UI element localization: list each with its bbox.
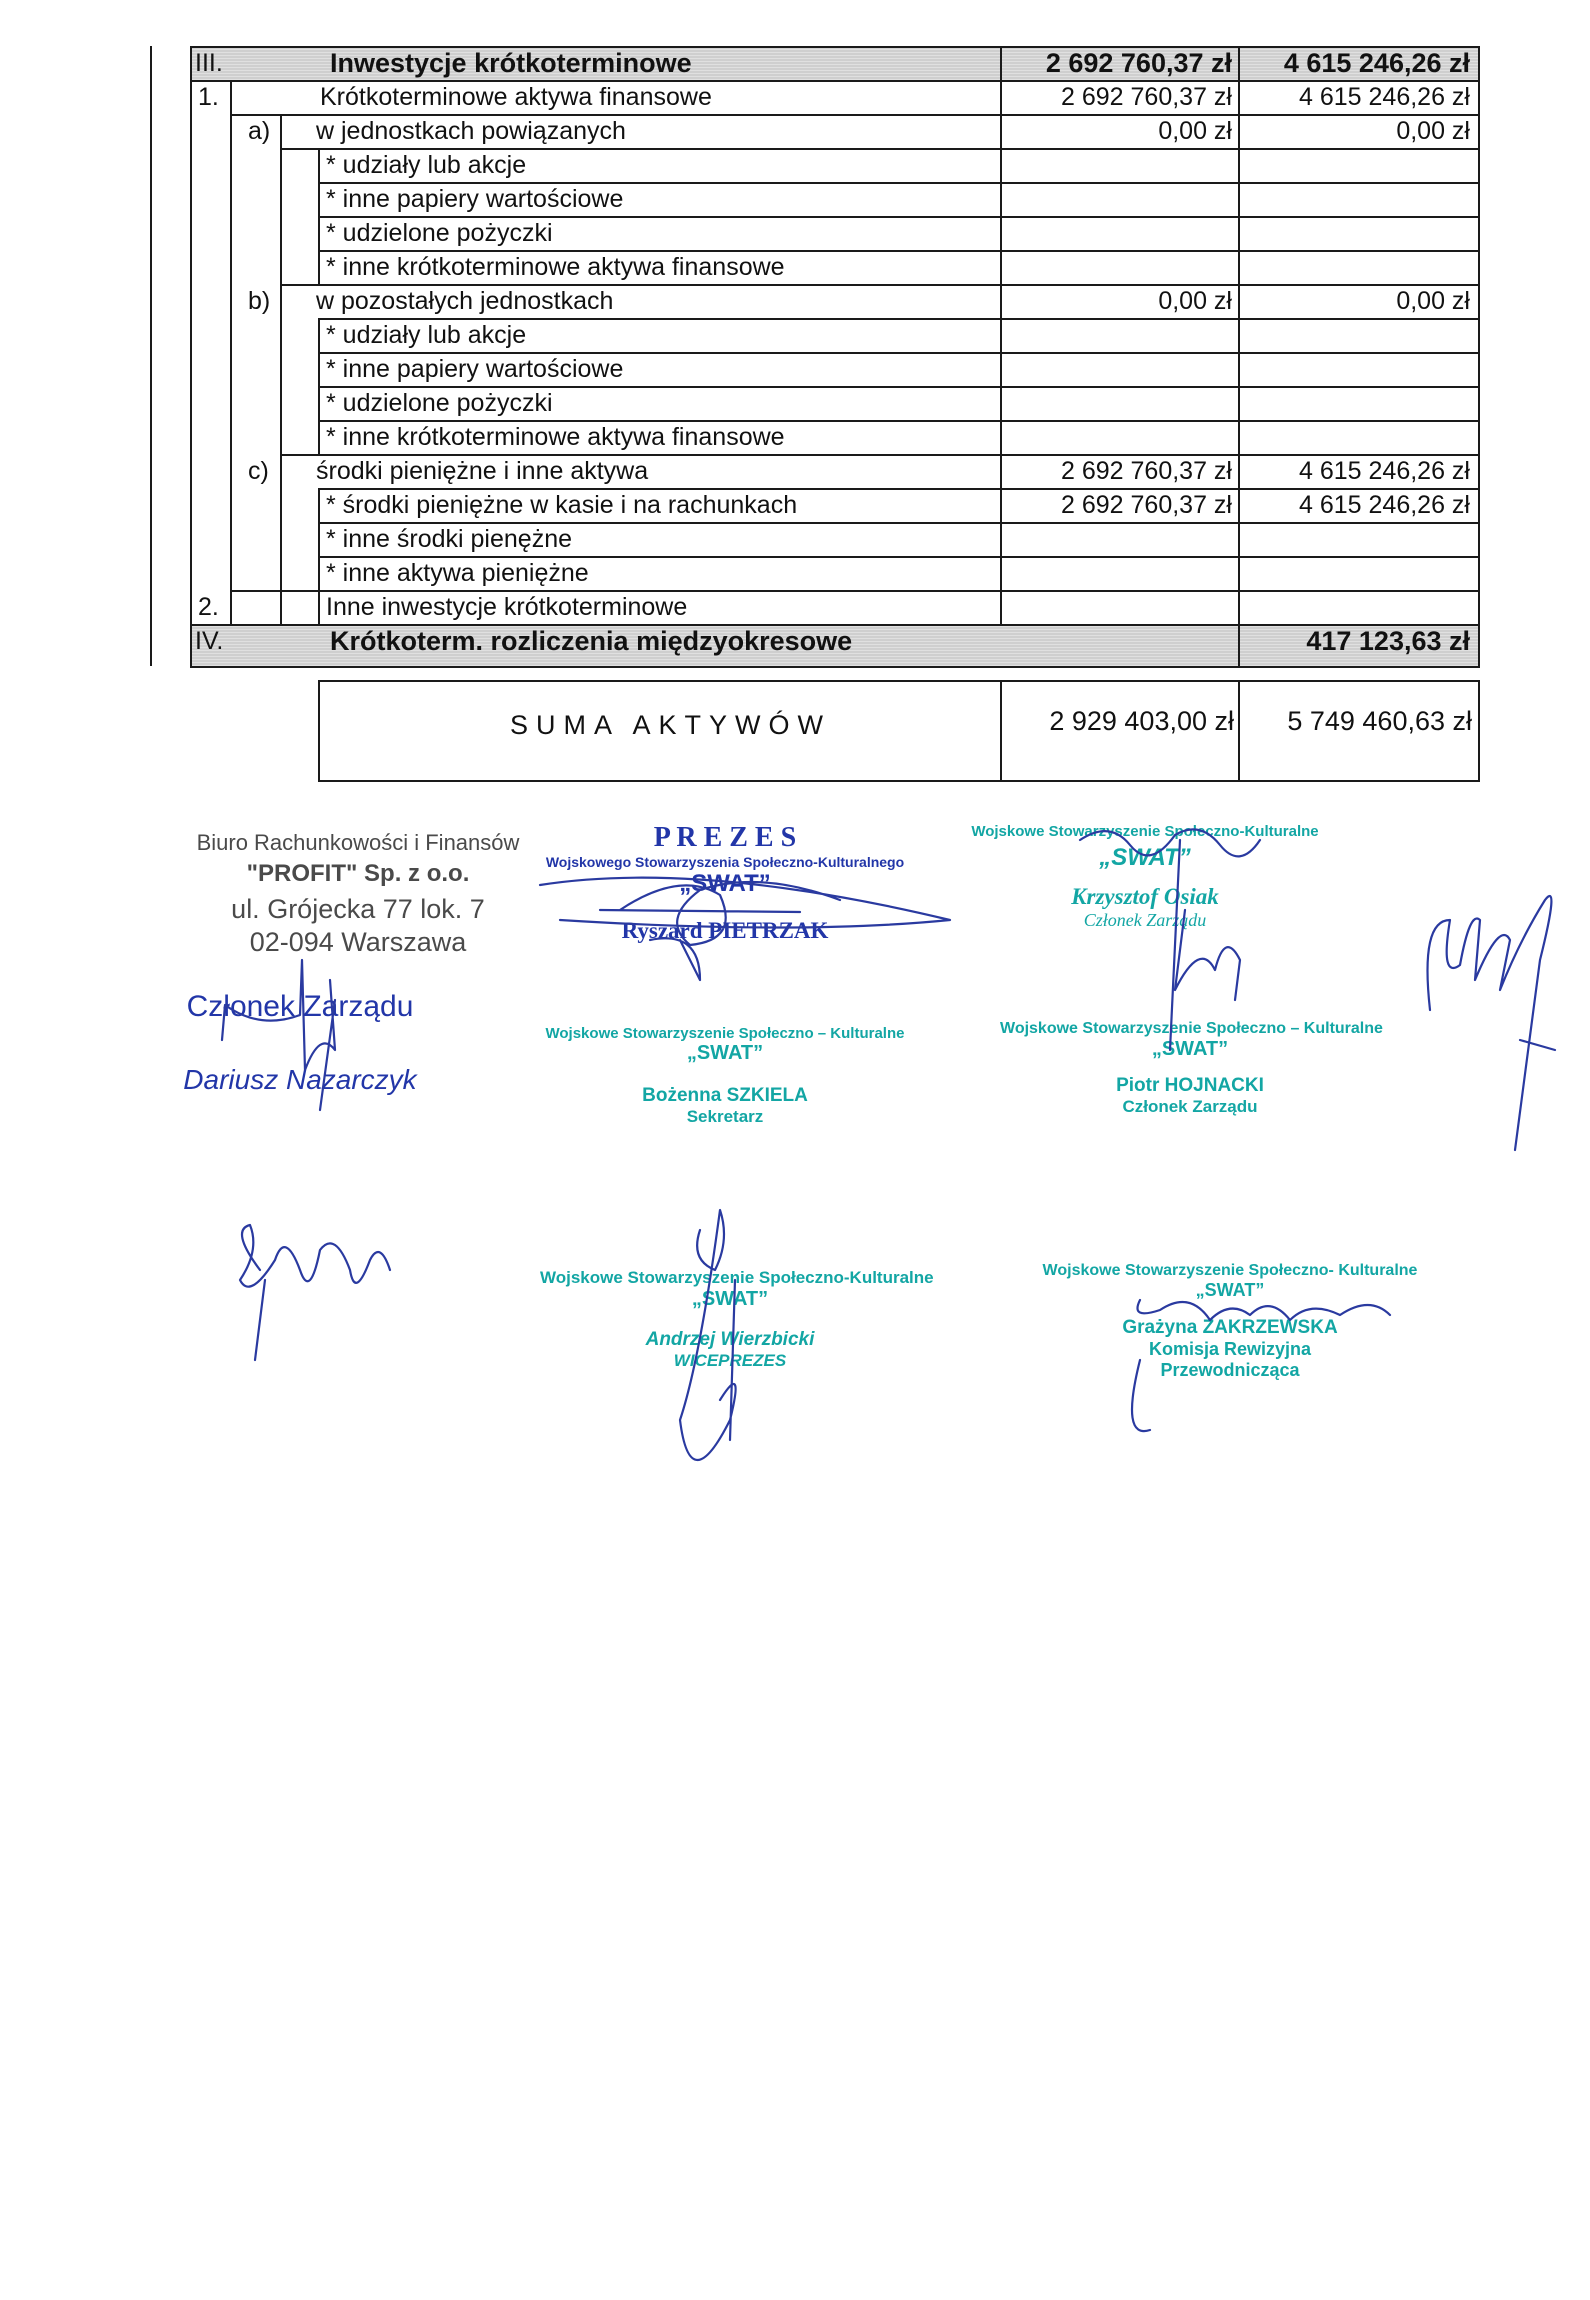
row-label: * inne papiery wartościowe (326, 185, 624, 213)
profit-stamp-line3: ul. Grójecka 77 lok. 7 (231, 894, 485, 924)
total-value-prev: 2 929 403,00 zł (1049, 706, 1234, 736)
signature-hojnacki (1170, 840, 1240, 1050)
table-border-left (150, 46, 152, 666)
profit-stamp-line4: 02-094 Warszawa (249, 927, 467, 957)
zakrzewska-org: Wojskowe Stowarzyszenie Społeczno- Kulturalne (1042, 1262, 1418, 1279)
table-border-right (1478, 46, 1480, 666)
row-label: środki pieniężne i inne aktywa (316, 457, 649, 485)
signature-osiak (1080, 829, 1260, 856)
row-letter: b) (248, 287, 271, 315)
row-letter: a) (248, 117, 271, 145)
signature-right (1428, 896, 1556, 1150)
profit-stamp-line2: "PROFIT" Sp. z o.o. (246, 860, 470, 887)
row-value-prev: 2 692 760,37 zł (1061, 457, 1232, 485)
total-bottom-line (318, 780, 1480, 782)
zakrzewska-role2: Przewodnicząca (1160, 1360, 1300, 1380)
hojnacki-name: Piotr HOJNACKI (1116, 1075, 1264, 1096)
profit-role: Członek Zarządu (186, 990, 414, 1023)
prezes-org: Wojskowego Stowarzyszenia Społeczno-Kulturalnego (545, 854, 905, 870)
row-value-curr: 417 123,63 zł (1306, 626, 1470, 656)
row-value-curr: 4 615 246,26 zł (1299, 83, 1470, 111)
row-label: Krótkoterminowe aktywa finansowe (320, 83, 712, 111)
szkiela-role: Sekretarz (686, 1107, 764, 1126)
osiak-name: Krzysztof Osiak (1071, 884, 1219, 909)
zakrzewska-role1: Komisja Rewizyjna (1148, 1339, 1312, 1359)
osiak-role: Członek Zarządu (1083, 910, 1207, 930)
hojnacki-swat: „SWAT” (1151, 1038, 1229, 1060)
row-value-curr: 4 615 246,26 zł (1299, 457, 1470, 485)
prezes-name: Ryszard PIETRZAK (621, 918, 829, 943)
row-value-prev: 2 692 760,37 zł (1061, 491, 1232, 519)
row-label: * inne krótkoterminowe aktywa finansowe (326, 423, 785, 451)
table-row-line (190, 666, 1480, 668)
total-right-line (1478, 680, 1480, 782)
row-label: * inne papiery wartościowe (326, 355, 624, 383)
row-label: Inne inwestycje krótkoterminowe (326, 593, 688, 621)
signature-pietrzak (540, 878, 950, 945)
row-label: * inne krótkoterminowe aktywa finansowe (326, 253, 785, 281)
row-label: w jednostkach powiązanych (316, 117, 626, 145)
row-value-curr: 4 615 246,26 zł (1283, 48, 1470, 78)
row-arabic-number: 1. (198, 83, 219, 111)
row-value-curr: 4 615 246,26 zł (1299, 491, 1470, 519)
table-col-roman (190, 46, 192, 666)
total-label: SUMA AKTYWÓW (510, 710, 832, 740)
zakrzewska-name: Grażyna ZAKRZEWSKA (1122, 1317, 1338, 1338)
row-label: * udziały lub akcje (326, 321, 527, 349)
row-label: * udzielone pożyczki (326, 389, 553, 417)
wierzbicki-swat: „SWAT” (691, 1288, 769, 1310)
row-label: * udziały lub akcje (326, 151, 527, 179)
row-label: * inne środki pienężne (326, 525, 572, 553)
signatures-layer (0, 800, 1590, 2300)
row-value-curr: 0,00 zł (1396, 287, 1470, 315)
row-arabic-number: 2. (198, 593, 219, 621)
total-mid2-line (1238, 680, 1240, 782)
total-value-curr: 5 749 460,63 zł (1287, 706, 1472, 736)
szkiela-name: Bożenna SZKIELA (642, 1085, 808, 1106)
row-label: Inwestycje krótkoterminowe (330, 48, 692, 78)
prezes-swat: „SWAT” (679, 870, 771, 897)
row-value-prev: 2 692 760,37 zł (1045, 48, 1232, 78)
osiak-org: Wojskowe Stowarzyszenie Społeczno-Kulturalne (971, 823, 1319, 840)
total-left-line (318, 680, 320, 782)
wierzbicki-org: Wojskowe Stowarzyszenie Społeczno-Kulturalne (540, 1268, 934, 1287)
row-label: * inne aktywa pieniężne (326, 559, 589, 587)
profit-stamp-line1: Biuro Rachunkowości i Finansów (196, 830, 520, 855)
row-label: * środki pieniężne w kasie i na rachunkach (326, 491, 798, 519)
row-label: w pozostałych jednostkach (316, 287, 614, 315)
total-mid-line (1000, 680, 1002, 782)
wierzbicki-role: WICEPREZES (673, 1351, 787, 1370)
row-value-prev: 0,00 zł (1158, 287, 1232, 315)
wierzbicki-name: Andrzej Wierzbicki (645, 1329, 815, 1350)
szkiela-swat: „SWAT” (686, 1042, 764, 1064)
hojnacki-role: Członek Zarządu (1122, 1097, 1258, 1116)
profit-name: Dariusz Nazarczyk (183, 1064, 417, 1095)
table-col-arabic (230, 80, 232, 624)
row-value-curr: 0,00 zł (1396, 117, 1470, 145)
table-col-label-2 (318, 590, 320, 624)
signature-wierzbicki (680, 1210, 736, 1460)
osiak-swat: „SWAT” (1099, 844, 1191, 871)
signature-nazarczyk (222, 960, 335, 1110)
table-col-label-c (318, 488, 320, 590)
balance-sheet-table (0, 0, 1590, 800)
zakrzewska-swat: „SWAT” (1195, 1280, 1265, 1300)
signature-zakrzewska (1132, 1300, 1390, 1431)
prezes-title: P R E Z E S (653, 822, 797, 853)
row-roman-number: IV. (195, 627, 224, 655)
row-label: * udzielone pożyczki (326, 219, 553, 247)
table-col-letter (280, 114, 282, 624)
signature-bottom-left (240, 1225, 390, 1360)
row-value-prev: 0,00 zł (1158, 117, 1232, 145)
row-label: Krótkoterm. rozliczenia międzyokresowe (330, 626, 853, 656)
szkiela-org: Wojskowe Stowarzyszenie Społeczno – Kulturalne (545, 1025, 905, 1042)
row-letter: c) (248, 457, 269, 485)
row-roman-number: III. (195, 49, 223, 77)
row-value-prev: 2 692 760,37 zł (1061, 83, 1232, 111)
hojnacki-org: Wojskowe Stowarzyszenie Społeczno – Kulturalne (1000, 1020, 1383, 1037)
total-top-line (318, 680, 1480, 682)
